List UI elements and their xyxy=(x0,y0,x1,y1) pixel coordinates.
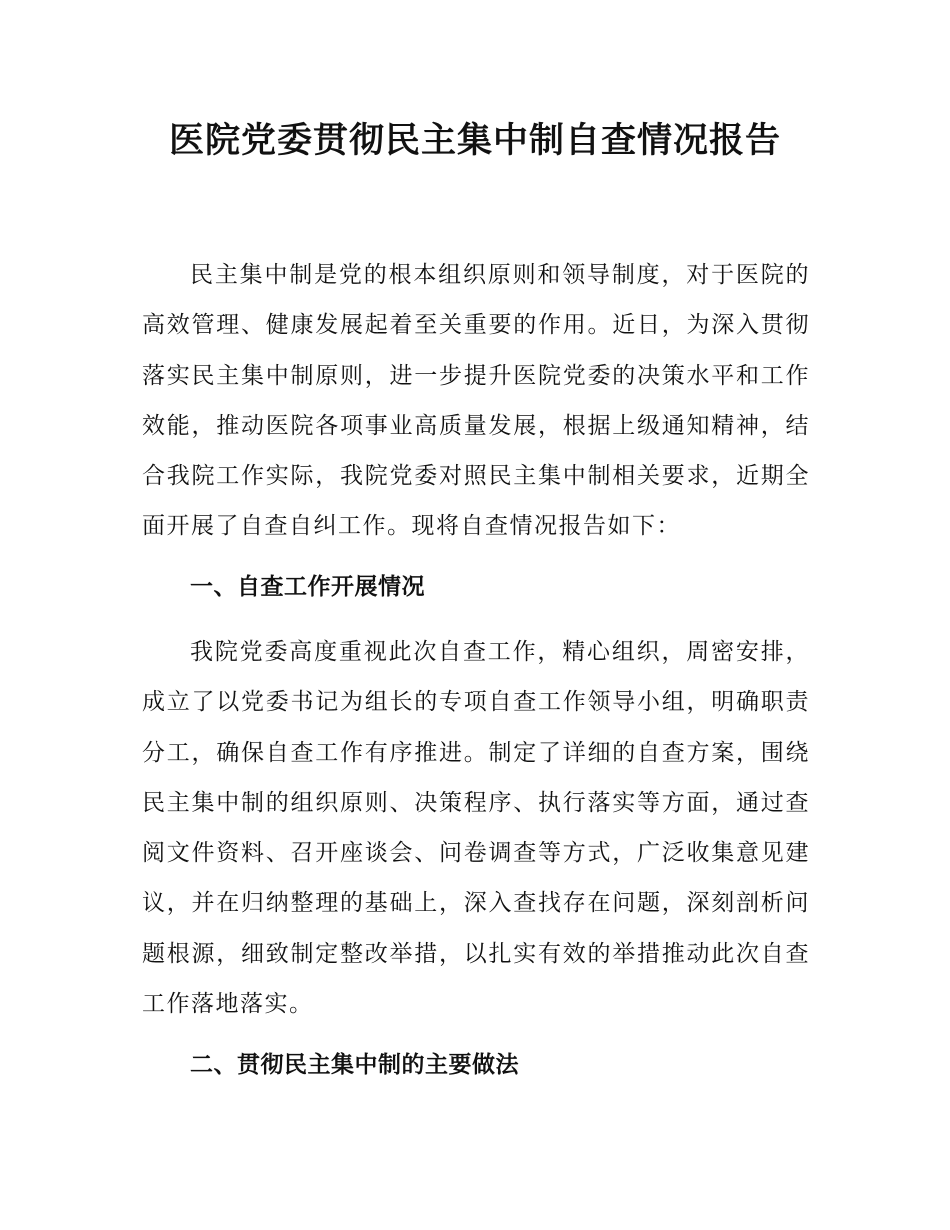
section-1-heading: 一、自查工作开展情况 xyxy=(190,574,425,600)
intro-paragraph: 民主集中制是党的根本组织原则和领导制度，对于医院的高效管理、健康发展起着至关重要的作用。近日，为深入贯彻落实民主集中制原则，进一步提升医院党委的决策水平和工作效能，推动医院各项事业高质量发展，根据上级通知精神，结合我院工作实际，我院党委对照民主集中制相关要求，近期全面开展了自查自纠工作。现将自查情况报告如下： xyxy=(142,262,810,540)
section-2-heading: 二、贯彻民主集中制的主要做法 xyxy=(190,1052,519,1078)
document-title: 医院党委贯彻民主集中制自查情况报告 xyxy=(168,120,781,161)
section-1-paragraph: 我院党委高度重视此次自查工作，精心组织，周密安排，成立了以党委书记为组长的专项自查工作领导小组，明确职责分工，确保自查工作有序推进。制定了详细的自查方案，围绕民主集中制的组织原则、决策程序、执行落实等方面，通过查阅文件资料、召开座谈会、问卷调查等方式，广泛收集意见建议，并在归纳整理的基础上，深入查找存在问题，深刻剖析问题根源，细致制定整改举措，以扎实有效的举措推动此次自查工作落地落实。 xyxy=(142,639,810,1018)
